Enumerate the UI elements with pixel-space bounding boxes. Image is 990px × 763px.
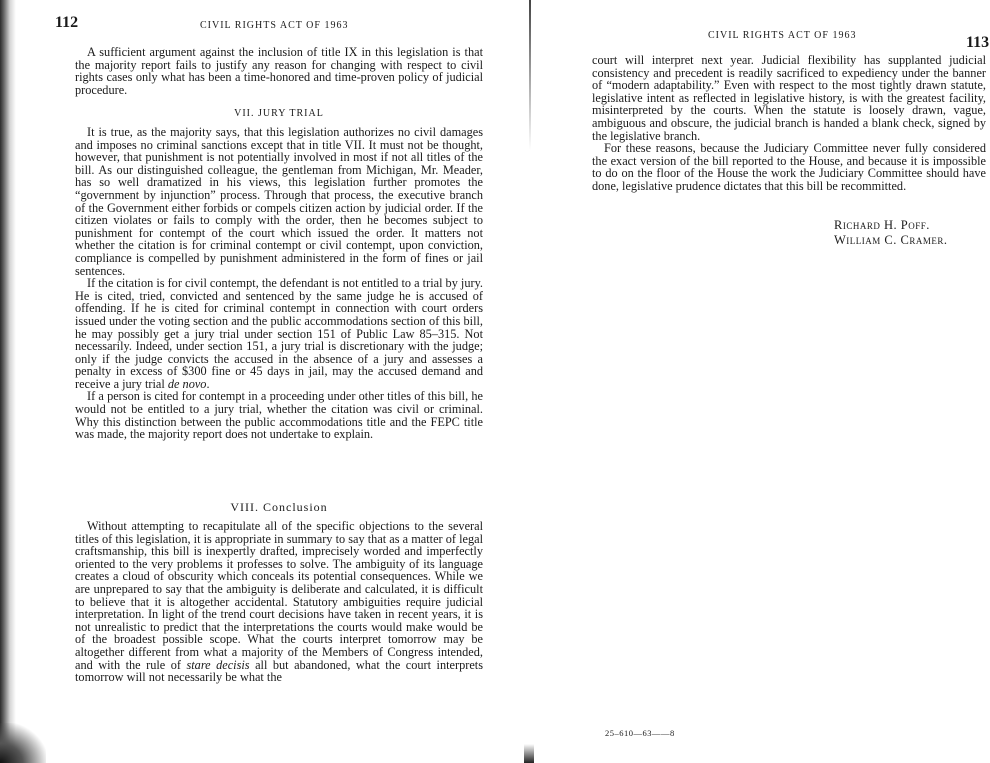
de-novo-italic: de novo — [167, 376, 207, 391]
intro-paragraph-block — [75, 46, 483, 96]
page-number-right: 113 — [966, 34, 990, 51]
section-vii-paragraph-2-end: . — [206, 376, 210, 391]
closing-paragraph: For these reasons, because the Judiciary Committee never fully considered the exact version of the bill reported to the House, and because it is impossible to do on the floor of the House the work the Judiciary Committee should have done, legislative prudence dictates that this bill be recommitted. — [592, 141, 986, 193]
section-viii-body — [75, 520, 483, 684]
section-vii-heading: VII. JURY TRIAL — [234, 108, 324, 119]
section-vii-paragraph-3: If a person is cited for contempt in a proceeding under other titles of this bill, he would not be entitled to a jury trial, whether the citation was civil or criminal. Why this distinction between the public accommodations title and the FEPC title was made, the majority report does not undertake to explain. — [75, 389, 483, 442]
printing-office-code: 25–610—63——8 — [605, 728, 675, 738]
intro-paragraph: A sufficient argument against the inclusion of title IX in this legislation is that the majority report fails to justify any reason for changing with respect to civil rights cases only what has been a time-honored and time-proven policy of judicial procedure. — [75, 45, 483, 97]
continuation-paragraph: court will interpret next year. Judicial flexibility has supplanted judicial consistency and precedent is readily sacrificed to expediency under the banner of “modern adaptability.” Even with respect to the most tightly drawn statute, legislative intent as reflected in legislative history, is with the greatest facility, misinterpreted by the courts. When the statute is loosely drawn, vague, ambiguous and obscure, the judicial branch is handed a blank check, signed by the legislative branch. — [592, 53, 986, 143]
running-head-left: CIVIL RIGHTS ACT OF 1963 — [200, 20, 349, 31]
section-vii-paragraph-2-text: If the citation is for civil contempt, the defendant is not entitled to a trial by jury. He is cited, tried, convicted and sentenced by the same judge he is accused of offending. If he is cited for criminal contempt in connection with court orders issued under the voting section and the public accommodations section of this bill, he may possibly get a jury trial under section 151 of Public Law 85–315. Not necessarily. Indeed, under section 151, a jury trial is discretionary with the judge; only if the judge convicts the accused in the absence of a jury and assesses a penalty in excess of $300 fine or 45 days in jail, may the accused demand and receive a jury trial — [75, 276, 484, 391]
section-vii-body — [75, 126, 483, 441]
book-binding-shadow — [0, 0, 16, 763]
signature-block — [834, 218, 947, 248]
page-number-left: 112 — [55, 14, 79, 31]
running-head-right: CIVIL RIGHTS ACT OF 1963 — [708, 30, 857, 41]
center-gutter — [529, 0, 531, 150]
section-viii-heading: VIII. Conclusion — [230, 500, 328, 514]
scan-corner-shadow — [0, 723, 46, 763]
signature-poff: Richard H. Poff. — [834, 218, 930, 232]
section-vii-paragraph-2 — [75, 277, 483, 390]
section-viii-paragraph-1-text: Without attempting to recapitulate all of the specific objections to the several titles of this legislation, it is appropriate in summary to say that as a matter of legal craftsmanship, this bill is inexpertly drafted, imprecisely worded and imperfectly oriented to the very problems it professes to solve. The ambiguity of its language creates a cloud of obscurity which conceals its potential consequences. While we are unprepared to say that the ambiguity is deliberate and calculated, it is difficult to believe that it is altogether accidental. Statutory ambiguities require judicial interpretation. In light of the trend court decisions have taken in recent years, it is not unrealistic to predict that the interpretations the courts would make would be of the broadest possible scope. What the courts interpret tomorrow may be altogether different from what a majority of the Members of Congress intended, and with the rule of — [75, 519, 483, 672]
signature-cramer: William C. Cramer. — [834, 233, 948, 247]
section-vii-paragraph-1: It is true, as the majority says, that this legislation authorizes no civil damages and imposes no criminal sanctions except that in title VII. It must not be thought, however, that punishment is not potentially involved in most if not all titles of the bill. As our distinguished colleague, the gentleman from Michigan, Mr. Meader, has so well dramatized in his views, this legislation further promotes the “government by injunction” process. Through that process, the executive branch of the Government either forbids or compels citizen action by judicial order. If the citizen violates or fails to comply with the order, then he becomes subject to punishment for contempt of the court which issued the order. It matters not whether the citation is for criminal contempt or civil contempt, upon conviction, compliance is compelled by punishment administered in the form of fines or jail sentences. — [75, 125, 483, 278]
section-viii-paragraph-1 — [75, 520, 483, 684]
stare-decisis-italic: stare decisis — [186, 657, 250, 672]
right-page-body — [592, 54, 986, 193]
section-viii-paragraph-1-end: all but abandoned, what the court interprets tomorrow will not necessarily be what the — [75, 657, 483, 685]
center-gutter-bottom — [524, 744, 534, 763]
